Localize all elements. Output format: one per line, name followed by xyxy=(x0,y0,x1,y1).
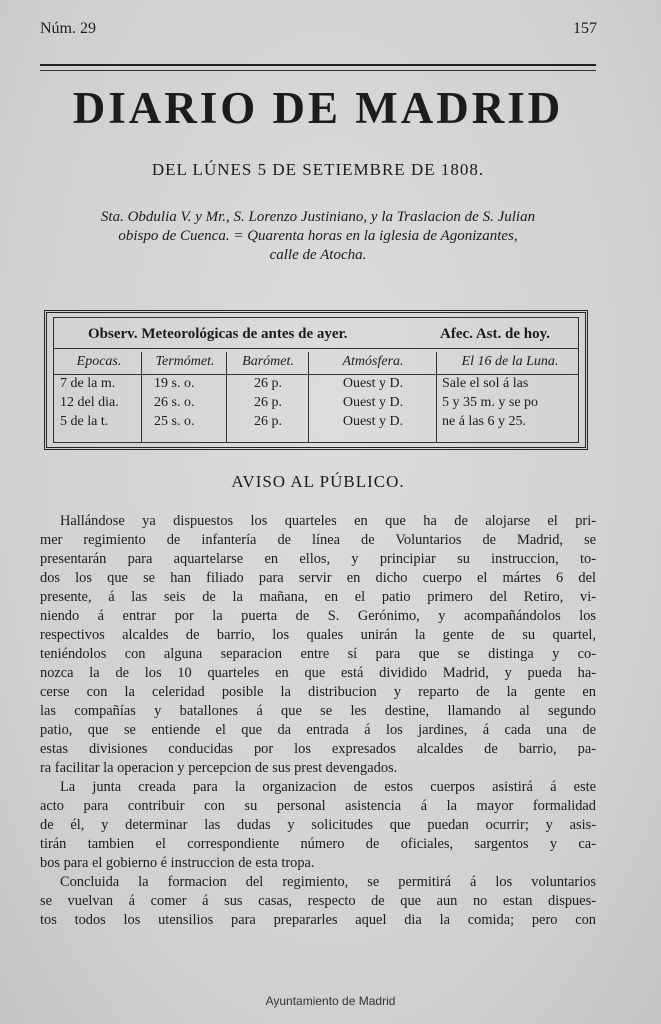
article-line: respectivos alcaldes de barrio, los quales unirán la gente de su quartel, xyxy=(40,627,596,643)
weather-table-frame xyxy=(53,317,579,443)
barometro-cell: 26 p. xyxy=(254,395,282,410)
article-line: niendo á entrar por la puerta de S. Gerónimo, y acompañándolos los xyxy=(40,608,596,624)
weather-heading-observations: Observ. Meteorológicas de antes de ayer. xyxy=(88,326,348,342)
masthead-title: DIARIO DE MADRID xyxy=(72,83,564,133)
masthead-date: DEL LÚNES 5 DE SETIEMBRE DE 1808. xyxy=(151,160,485,179)
article-line: estas divisiones conducidas por los expresados alcaldes de barrio, pa- xyxy=(40,741,596,757)
termometro-cell: 25 s. o. xyxy=(154,414,195,429)
article-line: las compañías y batallones á que se les destine, llamando al segundo xyxy=(40,703,596,719)
column-barometro xyxy=(230,352,306,431)
barometro-cell: 26 p. xyxy=(254,376,282,391)
article-line: patio, que se entiende el que da entrada á los jardines, á cada una de xyxy=(40,722,596,738)
luna-cell: 5 y 35 m. y se po xyxy=(442,395,539,410)
column-header: Epocas. xyxy=(76,354,122,369)
epoca-cell: 12 del dia. xyxy=(60,395,119,410)
column-divider xyxy=(226,352,227,442)
luna-cell: ne á las 6 y 25. xyxy=(442,414,526,429)
article-line: Hallándose ya dispuestos los quarteles en que ha de alojarse el pri- xyxy=(60,513,596,529)
column-header: Termómet. xyxy=(155,354,215,369)
barometro-cell: 26 p. xyxy=(254,414,282,429)
article-line: tos todos los utensilios para prepararles aquel dia la comida; pero con xyxy=(40,912,596,928)
header-rule xyxy=(40,64,596,66)
epoca-cell: 5 de la t. xyxy=(60,414,109,429)
article-line: La junta creada para la organizacion de estos cuerpos asistirá á este xyxy=(60,779,596,795)
atmosfera-cell: Ouest y D. xyxy=(342,395,404,410)
weather-header-divider xyxy=(54,348,578,349)
article-line: de él, y determinar las dudas y solicitudes que puedan ocurrir; y asis- xyxy=(40,817,596,833)
epoca-cell: 7 de la m. xyxy=(60,376,116,391)
header-rule-thin xyxy=(40,70,596,71)
saints-line: calle de Atocha. xyxy=(269,247,367,263)
column-termometro xyxy=(146,352,224,431)
column-divider xyxy=(308,352,309,442)
article-line: ra facilitar la operacion y percepcion de sus prest devengados. xyxy=(40,760,398,776)
column-divider xyxy=(436,352,437,442)
archive-watermark: Ayuntamiento de Madrid xyxy=(265,994,396,1008)
article-line: presentarán para aquartelarse en ellos, y principiar su instruccion, to- xyxy=(40,551,596,567)
article-line: cerse con la celeridad posible la distribucion y reparto de la gente en xyxy=(40,684,596,700)
column-header: El 16 de la Luna. xyxy=(461,354,559,369)
weather-heading-astronomy: Afec. Ast. de hoy. xyxy=(440,326,550,342)
article-line: tirán tambien el correspondiente número de oficiales, sargentos y ca- xyxy=(40,836,596,852)
article-line: dos los que se han filiado para servir en dicho cuerpo el mártes 6 del xyxy=(40,570,596,586)
article-line: mer regimiento de infantería de línea de Voluntarios de Madrid, se xyxy=(40,532,596,548)
article-line: presente, á las seis de la mañana, en el patio primero del Retiro, vi- xyxy=(40,589,596,605)
weather-table xyxy=(44,310,588,450)
column-epocas xyxy=(60,352,138,431)
article-line: Concluida la formacion del regimiento, se permitirá á los voluntarios xyxy=(60,874,596,890)
termometro-cell: 19 s. o. xyxy=(154,376,195,391)
page-number: 157 xyxy=(573,20,597,37)
article-line: bos para el gobierno é instruccion de esta tropa. xyxy=(40,855,315,871)
column-header: Barómet. xyxy=(242,354,294,369)
column-atmosfera xyxy=(312,352,434,431)
article-heading: AVISO AL PÚBLICO. xyxy=(231,472,405,491)
article-body xyxy=(40,512,596,930)
saints-of-the-day xyxy=(36,208,600,265)
article-line: nozca la de los 10 quarteles en que está dividido Madrid, y pueda ha- xyxy=(40,665,596,681)
termometro-cell: 26 s. o. xyxy=(154,395,195,410)
atmosfera-cell: Ouest y D. xyxy=(342,414,404,429)
article-line: acto para contribuir con su personal asistencia á la mayor formalidad xyxy=(40,798,596,814)
saints-line: obispo de Cuenca. = Quarenta horas en la iglesia de Agonizantes, xyxy=(118,228,518,244)
column-divider xyxy=(141,352,142,442)
column-header: Atmósfera. xyxy=(342,354,404,369)
issue-number: Núm. 29 xyxy=(40,20,96,37)
article-line: se vuelvan á comer á sus casas, respecto de que aun no estan dispues- xyxy=(40,893,596,909)
luna-cell: Sale el sol á las xyxy=(442,376,529,391)
article-line: teniéndolos con alguna separacion entre sí para que se distinga y co- xyxy=(40,646,596,662)
saints-line: Sta. Obdulia V. y Mr., S. Lorenzo Justiniano, y la Traslacion de S. Julian xyxy=(100,209,536,225)
atmosfera-cell: Ouest y D. xyxy=(342,376,404,391)
column-luna xyxy=(442,352,578,431)
